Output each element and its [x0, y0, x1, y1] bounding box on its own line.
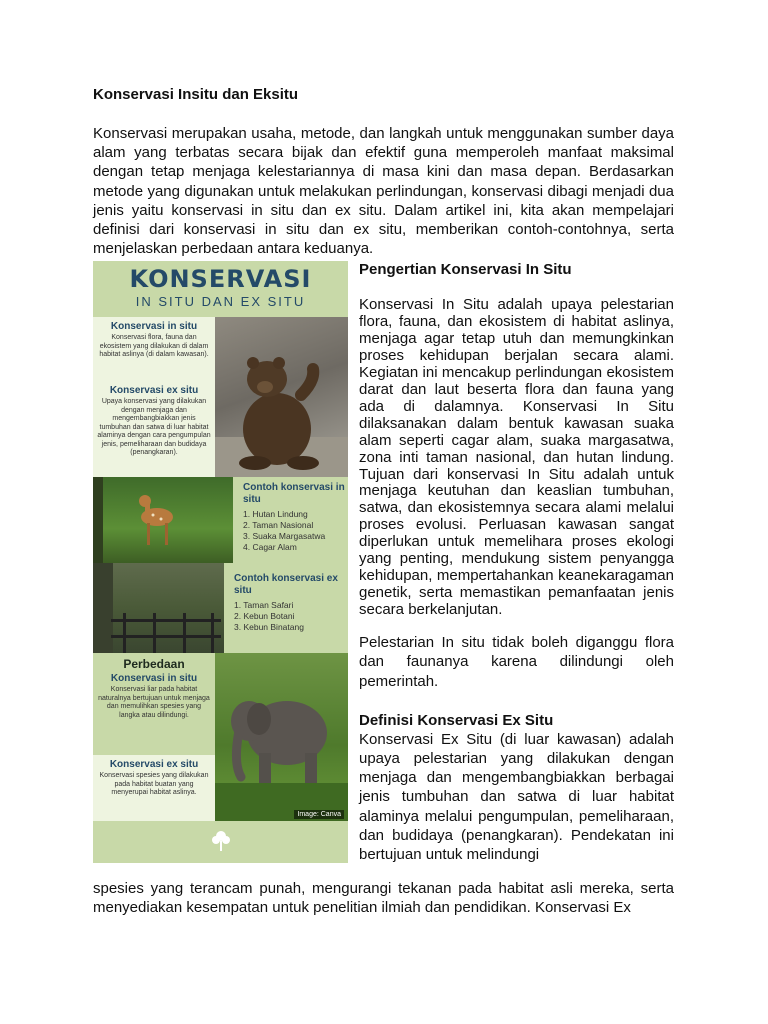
list-item: 3. Kebun Binatang — [234, 622, 304, 632]
insitu-section-heading: Pengertian Konservasi In Situ — [359, 261, 572, 278]
image-credit: Image: Canva — [294, 810, 344, 819]
bear-photo — [215, 317, 348, 477]
contoh-exsitu-heading: Contoh konservasi ex situ — [234, 573, 338, 596]
tree-logo-icon — [211, 829, 231, 855]
infographic-footer — [93, 821, 348, 863]
list-item: 4. Cagar Alam — [243, 542, 297, 552]
perbedaan-insitu-box — [93, 653, 215, 757]
perb-exsitu-heading: Konservasi ex situ — [109, 759, 199, 770]
insitu-paragraph-1: Konservasi In Situ adalah upaya pelestarian flora, fauna, dan ekosistem di habitat aslinya, menjaga agar tetap utuh dan memungkinkan proses kehidupan berjalan secara alami. Kegiatan ini mencakup perlindungan ekosistem darat dan laut beserta flora dan fauna yang ada di dalamnya. Konservasi In Situ dilaksanakan dalam bentuk kawasan suaka alam seperti cagar alam, suaka margasatwa, zona inti taman nasional, dan hutan lindung. Tujuan dari konservasi In Situ adalah untuk menjaga keutuhan dan keaslian tumbuhan, satwa, dan ekosistemnya secara alami melalui proses evolusi. Perluasan kawasan sangat diperlukan untuk memelihara proses ekologi yang penting, mendukung sistem penyangga kehidupan, mempertahankan keanekaragaman genetik, serta memastikan pemanfaatan jenis secara berkelanjutan. — [359, 296, 674, 619]
right-column — [359, 260, 674, 864]
contoh-insitu-list — [233, 477, 348, 563]
insitu-paragraph-2: Pelestarian In situ tidak boleh diganggu flora dan faunanya karena dilindungi oleh pemerintah. — [359, 634, 674, 690]
perb-insitu-heading: Konservasi in situ — [110, 673, 198, 684]
exsitu-text: Upaya konservasi yang dilakukan dengan menjaga dan mengembangbiakkan jenis tumbuhan dan satwa di luar habitat alaminya dengan cara pengumpulan jenis, pemeliharaan dan budidaya (penangkaran). — [97, 398, 211, 456]
exsitu-definition-box — [93, 381, 215, 477]
zoo-photo — [93, 563, 224, 653]
list-item: 2. Kebun Botani — [234, 611, 295, 621]
infographic-image — [93, 261, 348, 863]
insitu-definition-box — [93, 317, 215, 381]
perbedaan-exsitu-box — [93, 755, 215, 823]
perb-exsitu-text: Konservasi spesies yang dilakukan pada habitat buatan yang menyerupai habitat aslinya. — [99, 772, 209, 796]
insitu-text: Konservasi flora, fauna dan ekosistem yang dilakukan di dalam habitat aslinya (di dalam kawasan). — [99, 334, 209, 358]
elephant-photo — [215, 653, 348, 821]
infographic-title: KONSERVASI — [129, 265, 312, 293]
perbedaan-heading: Perbedaan — [123, 657, 185, 671]
deer-photo — [93, 477, 233, 563]
list-item: 1. Hutan Lindung — [243, 509, 308, 519]
exsitu-heading: Konservasi ex situ — [109, 385, 199, 396]
list-item: 1. Taman Safari — [234, 600, 294, 610]
list-item: 2. Taman Nasional — [243, 520, 314, 530]
exsitu-paragraph-1: Konservasi Ex Situ (di luar kawasan) adalah upaya pelestarian yang dilakukan dengan menjaga dan mengembangbiakkan berbagai jenis tumbuhan dan satwa di luar habitat alaminya melalui pengumpulan, pemeliharaan, dan budidaya (penangkaran). Pendekatan ini bertujuan untuk melindungi — [359, 730, 674, 863]
infographic-subtitle: IN SITU DAN EX SITU — [135, 294, 306, 309]
exsitu-section-heading: Definisi Konservasi Ex Situ — [359, 711, 554, 729]
exsitu-paragraph-continued: spesies yang terancam punah, mengurangi tekanan pada habitat asli mereka, serta menyediakan kesempatan untuk penelitian ilmiah dan pendidikan. Konservasi Ex — [93, 880, 674, 917]
intro-paragraph: Konservasi merupakan usaha, metode, dan langkah untuk menggunakan sumber daya alam yang terbatas secara bijak dan efektif guna memperoleh manfaat maksimal dengan tetap menjaga kelestariannya di masa kini dan masa depan. Berdasarkan metode yang digunakan untuk melakukan perlindungan, konservasi dibagi menjadi dua jenis yaitu konservasi in situ dan ex situ. Dalam artikel ini, kita akan mempelajari definisi dari konservasi in situ dan ex situ, memberikan contoh-contohnya, serta menjelaskan perbedaan antara keduanya. — [93, 125, 674, 258]
contoh-exsitu-list — [224, 563, 348, 653]
insitu-heading: Konservasi in situ — [110, 321, 198, 332]
article-title: Konservasi Insitu dan Eksitu — [93, 86, 299, 103]
contoh-insitu-heading: Contoh konservasi in situ — [243, 482, 345, 505]
perb-insitu-text: Konservasi liar pada habitat naturalnya bertujuan untuk menjaga dan memulihkan spesies yang langka atau dilindungi. — [98, 686, 210, 719]
list-item: 3. Suaka Margasatwa — [243, 531, 326, 541]
